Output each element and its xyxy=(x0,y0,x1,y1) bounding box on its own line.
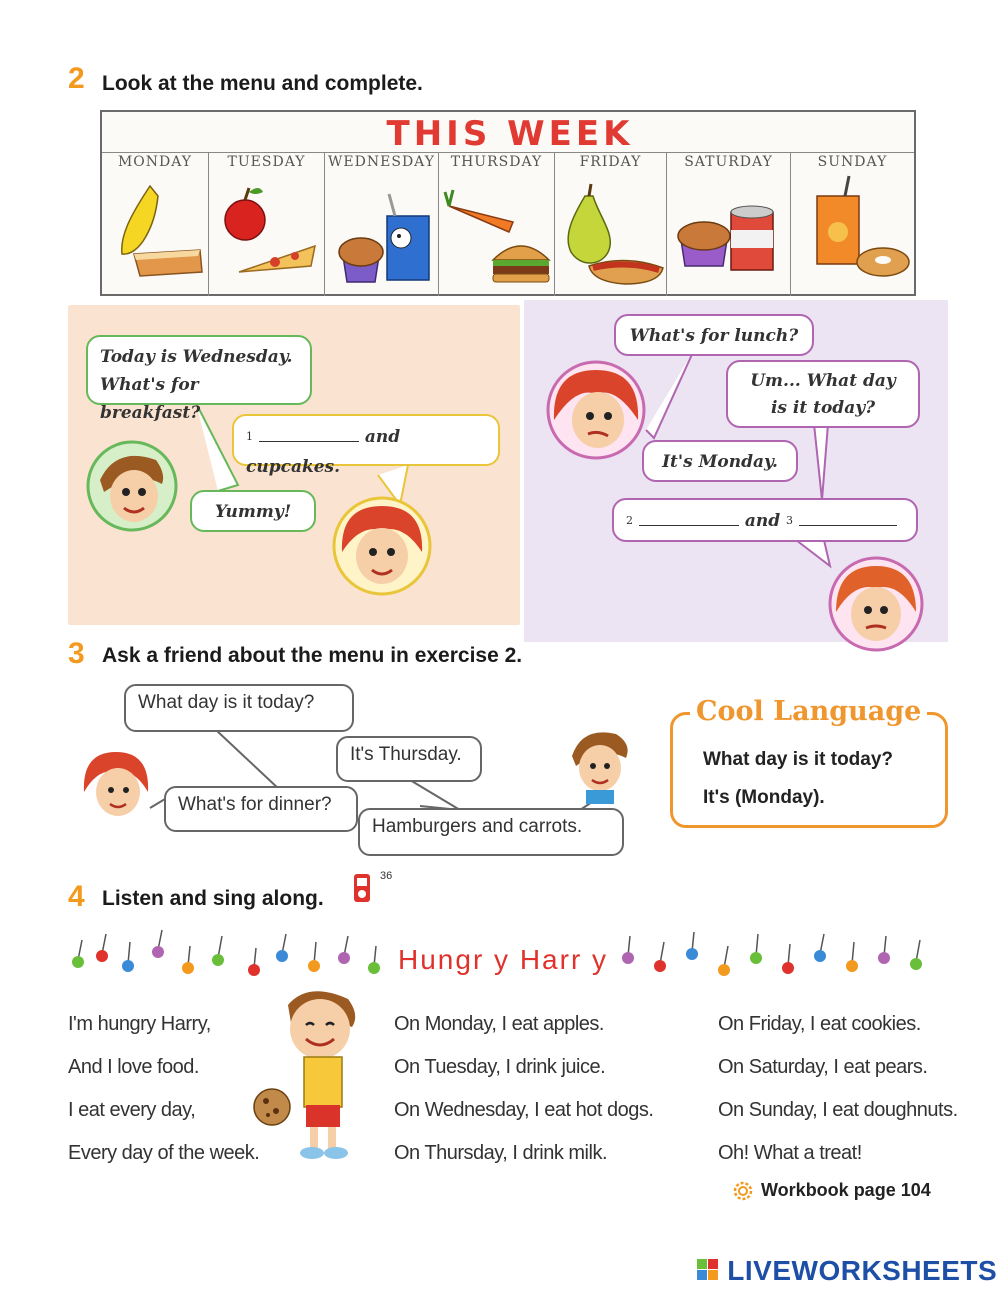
bubble-text: It's Monday. xyxy=(662,452,778,472)
carrot-hamburger-icon xyxy=(443,176,553,286)
cool-language-line-1: What day is it today? xyxy=(703,749,894,770)
day-column-saturday xyxy=(666,152,790,296)
menu-title: THIS WEEK xyxy=(386,114,634,154)
lyric-line: On Saturday, I eat pears. xyxy=(718,1056,928,1078)
speech-bubble-what-day xyxy=(124,684,354,732)
audio-player-icon[interactable] xyxy=(350,872,376,906)
day-label: FRIDAY xyxy=(579,154,642,170)
bubble-text: What's for breakfast? xyxy=(100,375,201,423)
banana-sandwich-icon xyxy=(110,176,206,286)
exercise-3-title: Ask a friend about the menu in exercise 2. xyxy=(102,644,523,667)
bubble-text: What's for dinner? xyxy=(178,794,332,815)
lyric-line: On Tuesday, I drink juice. xyxy=(394,1056,606,1078)
weekly-menu xyxy=(100,110,916,296)
song-title: Hungr y Harr y xyxy=(398,944,609,975)
bubble-text: and xyxy=(744,511,781,531)
bubble-text: Today is Wednesday. xyxy=(100,347,293,367)
day-label: SATURDAY xyxy=(684,154,773,170)
speech-bubble-answer-2-3 xyxy=(612,498,918,542)
exercise-2-number: 2 xyxy=(68,62,85,95)
speech-bubble-hamburgers xyxy=(358,808,624,856)
day-label: SUNDAY xyxy=(817,154,888,170)
harry-boy-illustration xyxy=(248,985,388,1165)
exercise-4-title: Listen and sing along. xyxy=(102,887,324,910)
girl-face-avatar xyxy=(828,556,924,652)
cupcake-can-icon xyxy=(675,176,787,286)
day-column-thursday xyxy=(438,152,554,296)
bubble-text: What day is it today? xyxy=(138,692,315,713)
logo-mark-icon xyxy=(697,1257,719,1283)
speech-bubble-yummy xyxy=(190,490,316,532)
blank-number: 2 xyxy=(626,514,633,527)
workbook-text: Workbook page 104 xyxy=(761,1179,931,1200)
apple-pizza-icon xyxy=(215,176,321,286)
exercise-3-number: 3 xyxy=(68,637,85,670)
answer-blank-3[interactable] xyxy=(799,507,897,526)
day-label: WEDNESDAY xyxy=(328,154,435,170)
lyric-line: Every day of the week. xyxy=(68,1142,260,1164)
lyric-line: I eat every day, xyxy=(68,1099,196,1121)
blank-number: 3 xyxy=(786,514,794,527)
bubble-text: Um... What day xyxy=(750,371,896,391)
lyric-line: On Wednesday, I eat hot dogs. xyxy=(394,1099,654,1121)
speech-bubble-dinner xyxy=(164,786,358,832)
lyric-line: I'm hungry Harry, xyxy=(68,1013,211,1035)
cool-language-title: Cool Language xyxy=(690,696,927,727)
cool-language-line-2: It's (Monday). xyxy=(703,787,825,808)
lyric-line: On Monday, I eat apples. xyxy=(394,1013,604,1035)
day-column-monday xyxy=(102,152,208,296)
day-column-sunday xyxy=(790,152,914,296)
speech-bubble-breakfast xyxy=(86,335,312,423)
bubble-text: It's Thursday. xyxy=(350,744,462,765)
day-column-wednesday xyxy=(324,152,438,296)
speech-bubble-answer-1 xyxy=(232,414,500,477)
blank-number: 1 xyxy=(246,430,253,443)
lyric-line: And I love food. xyxy=(68,1056,199,1078)
girl-face-icon xyxy=(80,748,152,820)
cool-language-box xyxy=(670,712,948,828)
girl-face-avatar xyxy=(332,496,432,596)
pear-hotdog-icon xyxy=(559,176,665,286)
lyric-line: On Friday, I eat cookies. xyxy=(718,1013,921,1035)
logo-text: LIVEWORKSHEETS xyxy=(727,1255,998,1286)
speech-bubble-monday xyxy=(642,440,798,482)
boy-face-avatar xyxy=(86,440,178,532)
bubble-text: Yummy! xyxy=(214,502,292,522)
day-column-friday xyxy=(554,152,666,296)
day-label: THURSDAY xyxy=(450,154,543,170)
bubble-text: What's for lunch? xyxy=(629,326,799,346)
bubble-text: and cupcakes. xyxy=(246,427,401,477)
speech-bubble-what-day xyxy=(726,360,920,428)
lyric-line: Oh! What a treat! xyxy=(718,1142,862,1164)
exercise-2-title: Look at the menu and complete. xyxy=(102,72,423,95)
lyric-line: On Thursday, I drink milk. xyxy=(394,1142,607,1164)
juice-doughnut-icon xyxy=(805,172,911,286)
bubble-text: is it today? xyxy=(770,398,876,418)
day-column-tuesday xyxy=(208,152,324,296)
bubble-text: Hamburgers and carrots. xyxy=(372,816,583,837)
answer-blank-2[interactable] xyxy=(639,507,739,526)
speech-bubble-thursday xyxy=(336,736,482,782)
cupcake-milk-icon xyxy=(329,176,437,286)
day-label: TUESDAY xyxy=(227,154,306,170)
track-number: 36 xyxy=(380,870,393,882)
boy-face-icon xyxy=(566,726,636,806)
gear-icon xyxy=(730,1178,756,1204)
speech-bubble-lunch xyxy=(614,314,814,356)
girl-face-avatar xyxy=(546,360,646,460)
exercise-4-number: 4 xyxy=(68,880,85,913)
workbook-reference xyxy=(730,1178,931,1204)
answer-blank-1[interactable] xyxy=(259,423,359,442)
lyric-line: On Sunday, I eat doughnuts. xyxy=(718,1099,958,1121)
day-label: MONDAY xyxy=(117,154,193,170)
liveworksheets-logo xyxy=(697,1255,997,1287)
